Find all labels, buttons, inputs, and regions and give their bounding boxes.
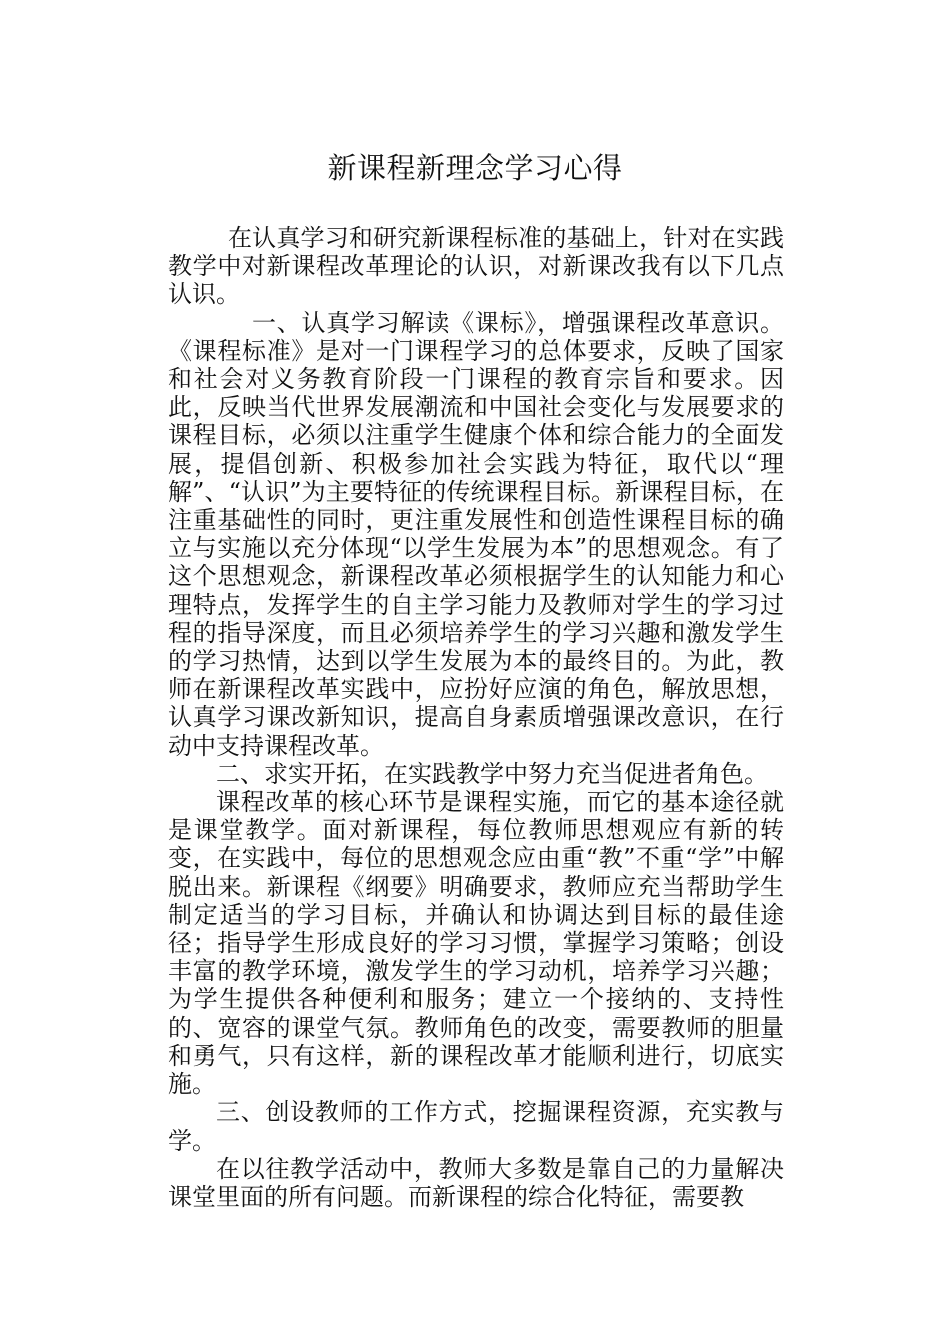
paragraph-section-three-heading: 三、创设教师的工作方式，挖掘课程资源，充实教与学。	[168, 1098, 784, 1155]
document-body	[168, 224, 784, 1211]
paragraph-section-two-heading: 二、求实开拓，在实践教学中努力充当促进者角色。	[216, 759, 768, 788]
paragraph-section-two-body: 课程改革的核心环节是课程实施，而它的基本途径就是课堂教学。面对新课程，每位教师思想观应有新的转变，在实践中，每位的思想观念应由重“教”不重“学”中解脱出来。新课程《纲要》明确要求，教师应充当帮助学生制定适当的学习目标，并确认和协调达到目标的最佳途径；指导学生形成良好的学习习惯，掌握学习策略；创设丰富的教学环境，激发学生的学习动机，培养学习兴趣；为学生提供各种便利和服务；建立一个接纳的、支持性的、宽容的课堂气氛。教师角色的改变，需要教师的胆量和勇气，只有这样，新的课程改革才能顺利进行，切底实施。	[168, 788, 784, 1099]
paragraph-section-one: 一、认真学习解读《课标》，增强课程改革意识。《课程标准》是对一门课程学习的总体要求，反映了国家和社会对义务教育阶段一门课程的教育宗旨和要求。因此，反映当代世界发展潮流和中国社会变化与发展要求的课程目标，必须以注重学生健康个体和综合能力的全面发展，提倡创新、积极参加社会实践为特征，取代以“理解”、“认识”为主要特征的传统课程目标。新课程目标，在注重基础性的同时，更注重发展性和创造性课程目标的确立与实施以充分体现“以学生发展为本”的思想观念。有了这个思想观念，新课程改革必须根据学生的认知能力和心理特点，发挥学生的自主学习能力及教师对学生的学习过程的指导深度，而且必须培养学生的学习兴趣和激发学生的学习热情，达到以学生发展为本的最终目的。为此，教师在新课程改革实践中，应扮好应演的角色，解放思想，认真学习课改新知识，提高自身素质增强课改意识，在行动中支持课程改革。	[168, 308, 784, 760]
paragraph-section-three-body: 在以往教学活动中，教师大多数是靠自己的力量解决课堂里面的所有问题。而新课程的综合化特征，需要教	[168, 1154, 784, 1211]
paragraph-intro: 在认真学习和研究新课程标准的基础上，针对在实践教学中对新课程改革理论的认识，对新课改我有以下几点认识。	[168, 224, 784, 309]
document-title: 新课程新理念学习心得	[327, 151, 623, 185]
